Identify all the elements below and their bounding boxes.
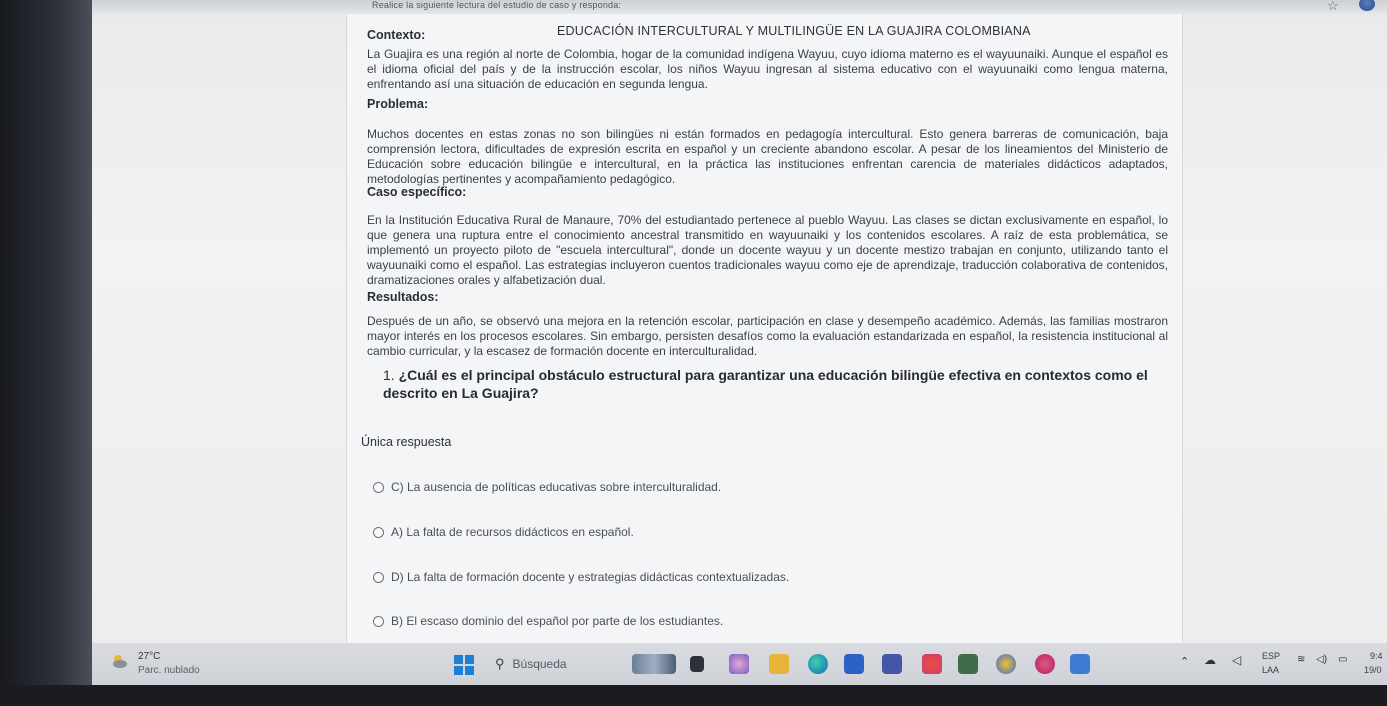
option-b[interactable] xyxy=(373,612,723,630)
section-text-caso: En la Institución Educativa Rural de Manaure, 70% del estudiantado pertenece al pueblo Wayuu. Las clases se dictan exclusivamente en español, lo que genera una ruptura entre el conocimiento ancestral transmitido en wayuunaiki y los contenidos escolares. A raíz de esta problemática, se implementó un proyecto piloto de "escuela intercultural", donde un docente wayuu y un docente mestizo trabajan en conjunto, utilizando tanto el wayuunaiki como el español. Las estrategias incluyeron cuentos tradicionales wayuu como eje de aprendizaje, traducción colaborativa de contenidos, dramatizaciones orales y alfabetización dual. xyxy=(367,213,1168,287)
weather-description[interactable]: Parc. nublado xyxy=(138,665,200,676)
file-icon[interactable] xyxy=(690,656,704,672)
profile-icon[interactable] xyxy=(1359,0,1375,11)
language-code[interactable]: ESP xyxy=(1262,651,1281,661)
search-icon: ⚲ xyxy=(495,656,505,671)
section-text-resultados: Después de un año, se observó una mejora en la retención escolar, participación en clase y desempeño académico. Además, las familias mostraron mayor interés en los procesos escolares. Sin embargo, persisten desafíos como la evaluación estandarizada en español, la resistencia institucional al cambio curricular, y la escasez de formación docente en interculturalidad. xyxy=(367,314,1168,358)
word-icon[interactable] xyxy=(1070,654,1090,674)
wifi-icon[interactable]: ≋ xyxy=(1297,654,1306,665)
paint-icon[interactable] xyxy=(729,654,749,674)
windows-taskbar xyxy=(92,643,1387,685)
taskbar-search[interactable] xyxy=(492,652,642,676)
app-icon[interactable] xyxy=(996,654,1016,674)
question-number: 1. xyxy=(383,367,395,383)
chrome-icon[interactable] xyxy=(922,654,942,674)
files-folder-icon[interactable] xyxy=(769,654,789,674)
section-text-contexto: La Guajira es una región al norte de Colombia, hogar de la comunidad indígena Wayuu, cuyo idioma materno es el wayuunaiki. Aunque el español es el idioma oficial del país y de la instrucción escolar, los niños Wayuu ingresan al sistema educativo con el wayuunaiki como lengua materna, enfrentando así una situación de educación en segunda lengua. xyxy=(367,47,1168,91)
option-c[interactable] xyxy=(373,478,721,496)
option-label: B) El escaso dominio del español por parte de los estudiantes. xyxy=(391,614,724,628)
screen-bezel-bottom xyxy=(0,685,1387,706)
option-a[interactable] xyxy=(373,523,634,541)
radio-button[interactable] xyxy=(373,572,384,583)
section-text-problema: Muchos docentes en estas zonas no son bilingües ni están formados en pedagogía intercultural. Esto genera barreras de comunicación, baja comprensión lectora, dificultades de expresión escrita en español y un creciente abandono escolar. A pesar de los lineamientos del Ministerio de Educación sobre educación bilingüe e intercultural, en la práctica las instituciones enfrentan carencia de materiales didácticos adaptados, metodologías pertinentes y acompañamiento pedagógico. xyxy=(367,127,1168,186)
screen-bezel-left xyxy=(0,0,92,706)
app-icon[interactable] xyxy=(958,654,978,674)
volume-icon[interactable]: ◁) xyxy=(1316,654,1328,665)
option-label: A) La falta de recursos didácticos en español. xyxy=(391,525,634,539)
search-label: Búsqueda xyxy=(512,657,567,671)
browser-page xyxy=(92,0,1387,643)
option-label: C) La ausencia de políticas educativas sobre interculturalidad. xyxy=(391,480,722,494)
location-icon[interactable]: ◁ xyxy=(1232,653,1242,667)
section-heading-resultados: Resultados: xyxy=(367,290,439,304)
battery-icon[interactable]: ▭ xyxy=(1338,654,1348,665)
clock-time[interactable]: 9:4 xyxy=(1370,651,1383,661)
star-icon[interactable]: ☆ xyxy=(1327,0,1339,13)
instructions-text: Realice la siguiente lectura del estudio de caso y responda: xyxy=(372,0,622,10)
weather-cloud-icon[interactable] xyxy=(110,653,128,669)
section-heading-problema: Problema: xyxy=(367,97,429,111)
document-title: EDUCACIÓN INTERCULTURAL Y MULTILINGÜE EN LA GUAJIRA COLOMBIANA xyxy=(557,24,1031,38)
radio-button[interactable] xyxy=(373,527,384,538)
teams-icon[interactable] xyxy=(882,654,902,674)
weather-temperature[interactable]: 27°C xyxy=(138,651,161,662)
keyboard-layout[interactable]: LAA xyxy=(1262,665,1280,675)
option-label: D) La falta de formación docente y estrategias didácticas contextualizadas. xyxy=(391,570,790,584)
section-heading-caso: Caso específico: xyxy=(367,185,467,199)
store-icon[interactable] xyxy=(844,654,864,674)
cloud-sync-icon[interactable]: ☁ xyxy=(1204,653,1216,667)
radio-button[interactable] xyxy=(373,482,384,493)
clock-date[interactable]: 19/0 xyxy=(1364,665,1382,675)
chevron-up-icon[interactable]: ⌃ xyxy=(1180,656,1190,668)
app-icon[interactable] xyxy=(1035,654,1055,674)
answer-type-label: Única respuesta xyxy=(361,435,452,449)
windows-start-icon[interactable] xyxy=(454,655,474,675)
radio-button[interactable] xyxy=(373,616,384,627)
browser-toolbar xyxy=(92,0,1387,14)
question-text xyxy=(383,366,1173,402)
edge-browser-icon[interactable] xyxy=(808,654,828,674)
question-body: ¿Cuál es el principal obstáculo estructural para garantizar una educación bilingüe efectiva en contextos como el descrito en La Guajira? xyxy=(383,367,1148,401)
media-app-icon[interactable] xyxy=(632,654,676,674)
section-heading-contexto: Contexto: xyxy=(367,28,426,42)
option-d[interactable] xyxy=(373,568,789,586)
case-study-document xyxy=(346,14,1183,643)
